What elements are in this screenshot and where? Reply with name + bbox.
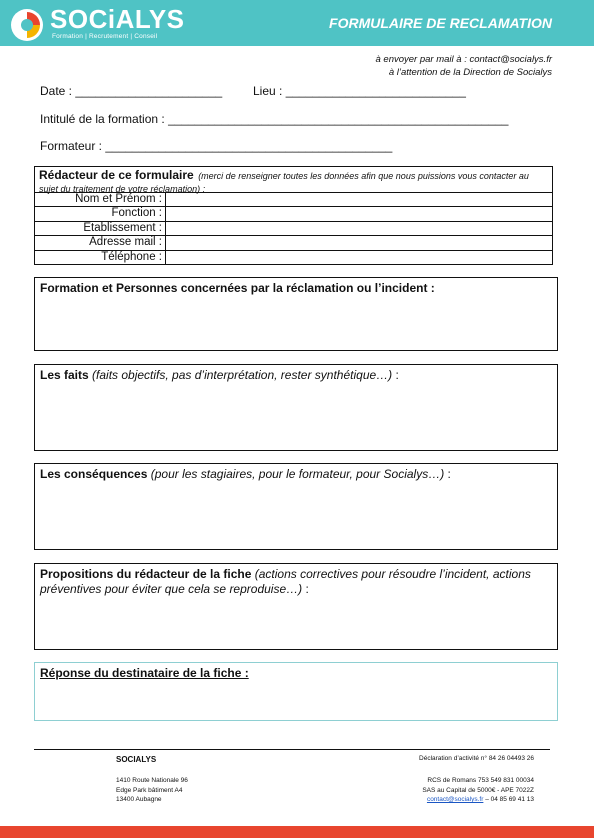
fonction-input[interactable]: [166, 207, 552, 220]
redacteur-subtitle: (merci de renseigner toutes les données afin que nous puissions vous contacter au sujet du traitement de votre réclamation) :: [39, 171, 529, 194]
redacteur-header: [35, 167, 552, 193]
nom-prenom-label: Nom et Prénom :: [35, 193, 166, 206]
faits-colon: :: [392, 368, 399, 382]
redacteur-row: [35, 193, 552, 207]
consequences-hint: (pour les stagiaires, pour le formateur, pour Socialys…): [150, 467, 445, 481]
footer-legal: [422, 776, 534, 805]
consequences-colon: :: [444, 467, 451, 481]
faits-box[interactable]: [34, 364, 558, 451]
consequences-box[interactable]: [34, 463, 558, 550]
send-email-line: à envoyer par mail à : contact@socialys.fr: [375, 54, 552, 65]
redacteur-row: [35, 207, 552, 221]
formateur-field[interactable]: Formateur : ___________________________________________: [40, 139, 393, 153]
telephone-label: Téléphone :: [35, 251, 166, 265]
redacteur-table: [34, 166, 553, 265]
footer-sas: SAS au Capital de 5000€ - APE 7022Z: [422, 786, 534, 794]
footer-rcs: RCS de Romans 753 549 831 00034: [427, 777, 534, 784]
lieu-field[interactable]: Lieu : ___________________________: [253, 84, 466, 98]
bottom-accent-bar: [0, 826, 594, 838]
footer-address-line: Edge Park bâtiment A4: [116, 786, 183, 794]
consequences-label: Les conséquences: [40, 467, 148, 481]
footer-address-line: 1410 Route Nationale 96: [116, 777, 188, 784]
date-field[interactable]: Date : ______________________: [40, 84, 223, 98]
logo-mark-icon: [10, 8, 44, 42]
footer-declaration: Déclaration d’activité n° 84 26 04493 26: [419, 755, 534, 762]
send-instructions: [376, 53, 553, 79]
telephone-input[interactable]: [166, 251, 552, 265]
footer-company: SOCIALYS: [116, 755, 157, 764]
redacteur-row: [35, 236, 552, 250]
footer-address: [116, 776, 188, 805]
intitule-formation-field[interactable]: Intitulé de la formation : ___________________________________________________: [40, 112, 509, 126]
formation-personnes-box[interactable]: [34, 277, 558, 351]
fonction-label: Fonction :: [35, 207, 166, 220]
socialys-logo: [10, 4, 250, 44]
adresse-mail-label: Adresse mail :: [35, 236, 166, 249]
propositions-label: Propositions du rédacteur de la fiche: [40, 567, 252, 581]
footer-phone: – 04 85 69 41 13: [483, 796, 534, 803]
redacteur-title: Rédacteur de ce formulaire: [39, 168, 194, 182]
formation-personnes-label: Formation et Personnes concernées par la réclamation ou l’incident :: [40, 281, 435, 295]
propositions-colon: :: [302, 581, 309, 596]
etablissement-input[interactable]: [166, 222, 552, 235]
faits-label: Les faits: [40, 368, 89, 382]
nom-prenom-input[interactable]: [166, 193, 552, 206]
redacteur-row: [35, 222, 552, 236]
footer-divider: [34, 749, 550, 750]
footer-contact: [422, 795, 534, 805]
reponse-destinataire-label: Réponse du destinataire de la fiche :: [40, 666, 249, 680]
etablissement-label: Etablissement :: [35, 222, 166, 235]
send-attention-line: à l’attention de la Direction de Socialys: [388, 67, 552, 78]
faits-hint: (faits objectifs, pas d’interprétation, rester synthétique…): [92, 368, 393, 382]
footer-address-line: 13400 Aubagne: [116, 796, 162, 803]
adresse-mail-input[interactable]: [166, 236, 552, 249]
document-title: FORMULAIRE DE RECLAMATION: [329, 15, 552, 31]
footer-email-link[interactable]: contact@socialys.fr: [426, 796, 484, 803]
propositions-hint: (actions correctives pour résoudre l’incident, actions préventives pour éviter que cela se reproduise…): [40, 567, 531, 596]
logo-tagline: Formation | Recrutement | Conseil: [52, 33, 158, 40]
reponse-destinataire-box[interactable]: [34, 662, 558, 721]
header-band: [0, 0, 594, 46]
logo-wordmark: SOCiALYS: [50, 4, 185, 34]
propositions-box[interactable]: [34, 563, 558, 650]
redacteur-row: [35, 251, 552, 265]
